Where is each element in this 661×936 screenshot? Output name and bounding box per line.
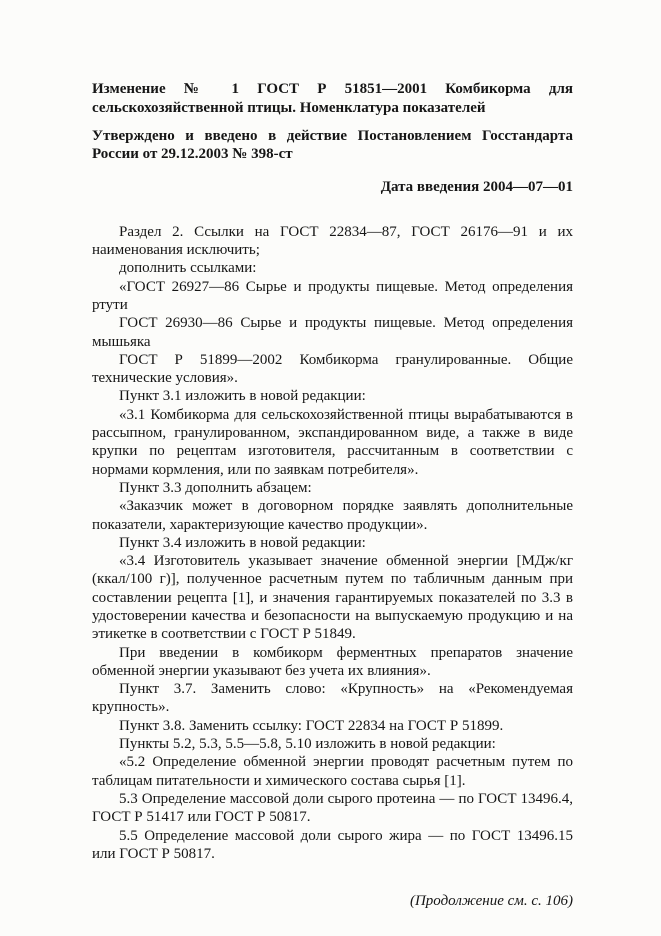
paragraph-item-5-5: 5.5 Определение массовой доли сырого жира — по ГОСТ 13496.15 или ГОСТ Р 50817. [92,827,573,862]
paragraph-add-refs: дополнить ссылками: [119,260,257,277]
approval-statement: Утверждено и введено в действие Постановлением Госстандарта России от 29.12.2003 № 398-ст [92,127,573,163]
document-title: Изменение № 1 ГОСТ Р 51851—2001 Комбикорма для сельскохозяйственной птицы. Номенклатура показателей [92,81,573,116]
paragraph-gost-26927: «ГОСТ 26927—86 Сырье и продукты пищевые. Метод определения ртути [92,278,573,313]
paragraph-item-3-4-heading: Пункт 3.4 изложить в новой редакции: [119,534,366,551]
continuation-note: (Продолжение см. с. 106) [409,893,573,910]
paragraph-item-3-4-text: «3.4 Изготовитель указывает значение обменной энергии [МДж/кг (ккал/100 г)], полученное расчетным путем по табличным данным при составлении рецепта [1], и значения гарантируемых показателей по 3.3 в удостоверении качества и безопасности на выпускаемую продукцию и на этикетке в соответствии с ГОСТ Р 51849. [92,553,573,643]
effective-date: Дата введения 2004—07—01 [380,179,573,195]
document-body [92,223,573,863]
paragraph-item-3-7: Пункт 3.7. Заменить слово: «Крупность» на «Рекомендуемая крупность». [92,681,573,716]
paragraph-item-3-4-note: При введении в комбикорм ферментных препаратов значение обменной энергии указывают без учета их влияния». [92,644,573,679]
paragraph-gost-r-51899: ГОСТ Р 51899—2002 Комбикорма гранулированные. Общие технические условия». [92,351,573,387]
paragraph-item-3-1-heading: Пункт 3.1 изложить в новой редакции: [119,388,366,405]
paragraph-item-3-3-text: «Заказчик может в договорном порядке заявлять дополнительные показатели, характеризующие качество продукции». [92,498,573,533]
paragraph-item-3-3-heading: Пункт 3.3 дополнить абзацем: [119,479,312,496]
paragraph-section2: Раздел 2. Ссылки на ГОСТ 22834—87, ГОСТ 26176—91 и их наименования исключить; [92,223,573,259]
paragraph-item-5-3: 5.3 Определение массовой доли сырого протеина — по ГОСТ 13496.4, ГОСТ Р 51417 или ГОСТ Р 50817. [92,790,573,826]
paragraph-gost-26930: ГОСТ 26930—86 Сырье и продукты пищевые. Метод определения мышьяка [92,315,573,350]
paragraph-item-3-1-text: «3.1 Комбикорма для сельскохозяйственной птицы вырабатываются в рассыпном, гранулированном, экспандированном виде, а также в виде крупки по рецептам изготовителя, рассчитанным в соответствии с нормами кормления, или по заявкам потребителя». [92,406,573,478]
paragraph-item-3-8: Пункт 3.8. Заменить ссылку: ГОСТ 22834 на ГОСТ Р 51899. [119,717,504,734]
paragraph-items-5-heading: Пункты 5.2, 5.3, 5.5—5.8, 5.10 изложить в новой редакции: [119,736,496,753]
paragraph-item-5-2: «5.2 Определение обменной энергии проводят расчетным путем по таблицам питательности и химического состава сырья [1]. [92,754,573,789]
